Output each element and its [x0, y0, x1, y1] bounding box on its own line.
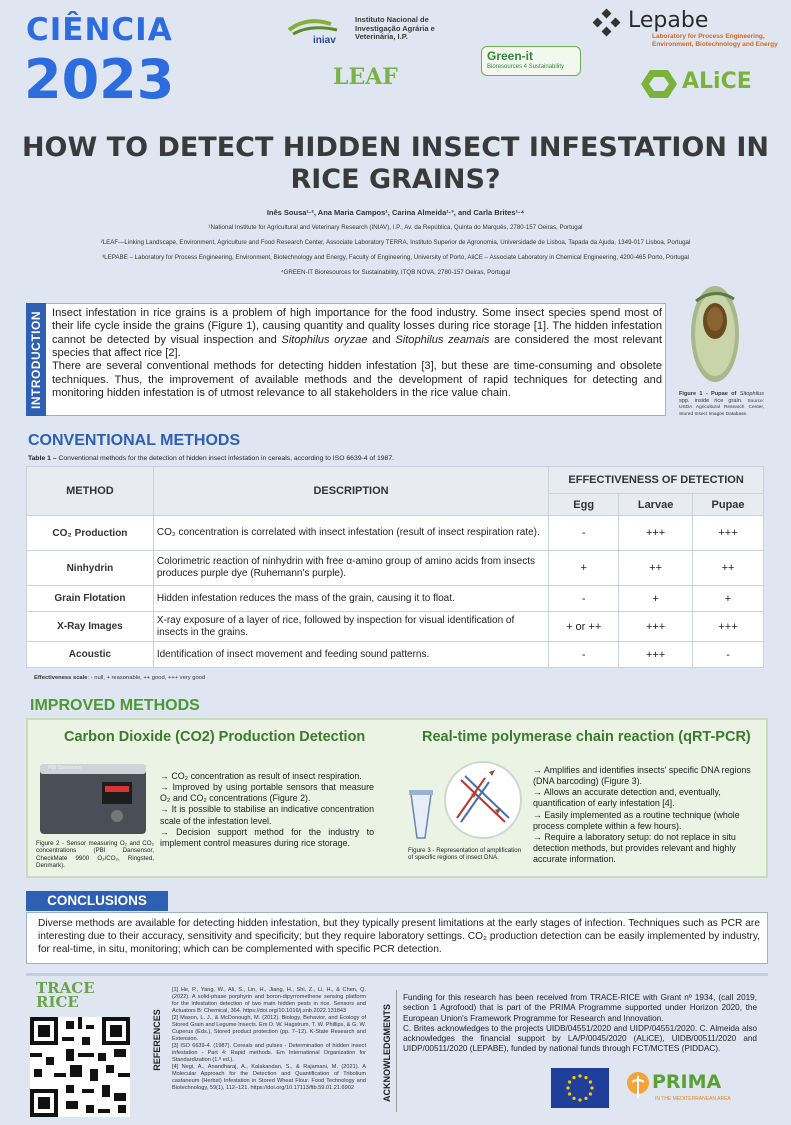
prima-logo: PRIMA: [652, 1071, 722, 1093]
poster-title: HOW TO DETECT HIDDEN INSECT INFESTATION IN RICE GRAINS?: [21, 132, 770, 196]
footer-divider: [26, 973, 768, 976]
description-cell: X-ray exposure of a layer of rice, followed by inspection for visual identification of insects in the grains.: [153, 612, 548, 642]
list-item: → Amplifies and identifies insects' specific DNA regions (DNA barcoding) (Figure 3).: [533, 765, 751, 787]
egg-cell: -: [549, 516, 619, 551]
list-item: → Allows an accurate detection and, eventually, quantification of early infestation [4].: [533, 787, 721, 809]
egg-cell: -: [549, 586, 619, 612]
larvae-cell: ++: [619, 551, 693, 586]
acknowledgments-paragraph: C. Brites acknowledges to the projects UIDB/04551/2020 and UIDP/04551/2020. C. Almeida also acknowledges the financial support by LA/P/0045/2020 (ALiCE), UIDB/00511/2020 and UIDP/00511/2020 (LEPABE), funded by national funds through FCT/MCTES (PIDDAC).: [403, 1023, 757, 1054]
conclusions-text: Diverse methods are available for detecting hidden infestation, but they typically present limitations at the early stages of infection. Techniques such as PCR are interesting due to their accuracy, sensitivity and specificity; but they require laboratory settings. CO₂ production detection can be easily implemented by industry, for real-time, in situ, monitoring; which can be complemented with specific PCR detection.: [38, 918, 760, 955]
figure-3-caption: Figure 3 - Representation of amplification of specific regions of insect DNA.: [408, 847, 522, 862]
pupae-cell: -: [693, 642, 764, 668]
green-it-logo-subtitle: Bioresources 4 Sustainability: [487, 64, 565, 70]
table-row: [27, 551, 764, 586]
pupae-cell: ++: [693, 551, 764, 586]
pupae-cell: +++: [693, 516, 764, 551]
affiliation-3: ³LEPABE – Laboratory for Process Engineering, Environment, Biotechnology and Energy, Faculty of Engineering, University of Porto, AliCE – Associate Laboratory in Chemical Engineering, 4200-465 Porto, Portugal: [102, 254, 689, 261]
table-caption: Table 1 – Conventional methods for the detection of hidden insect infestation in cereals, according to ISO 6639-4 of 1987.: [28, 455, 395, 462]
dna-amplification-illustration: [405, 760, 525, 850]
qr-code-icon: [29, 1017, 131, 1117]
eu-flag-icon: [551, 1068, 609, 1108]
references-label: REFERENCES: [152, 1009, 162, 1071]
introduction-label: INTRODUCTION: [26, 303, 46, 416]
pcr-points-list: [533, 765, 758, 865]
lepabe-logo-name: Lepabe: [628, 8, 709, 33]
egg-cell: +: [549, 551, 619, 586]
improved-methods-heading: IMPROVED METHODS: [30, 697, 200, 714]
introduction-text: Insect infestation in rice grains is a problem of high importance for the food industry. Some insect species spend most of their life cycle inside the grains (Figure 1), causing quantity and quality losses during rice storage [1]. The hidden infestation cannot be detected by visual inspection and Sitophilus oryzae and Sitophilus zeamais are considered the most relevant species that affect rice [2]. There are several conventional methods for detecting hidden infestation [3], but these are time-consuming and obsolete techniques. Thus, the improvement of available methods and the development of rapid techniques for detecting and monitoring hidden infestation is of utmost relevance to all stakeholders in the rice value chain.: [52, 307, 662, 399]
reference-item: [2] Mason, L. J., & McDonough, M. (2012). Biology, Behavior, and Ecology of Stored Grain and Legume Insects. Em D. W. Hagstrum, T. W. Phillips, & G. W. Cuperus (Eds.), Stored product protection (pp. 7–12). K-State Research and Extension.: [172, 1014, 366, 1042]
pupae-cell: +++: [693, 612, 764, 642]
iniav-logo-icon: [287, 14, 351, 44]
conventional-methods-heading: CONVENTIONAL METHODS: [28, 432, 241, 449]
leaf-logo: LEAF: [333, 64, 398, 90]
figure-2-caption: Figure 2 - Sensor measuring O₂ and CO₂ concentrations (PBI Dansensor, CheckMate 9900 O₂/CO₂, Ringsted, Denmark).: [36, 840, 154, 870]
table-row: [27, 516, 764, 551]
event-name: CIÊNCIA: [26, 12, 173, 48]
trace-rice-logo: TRACE RICE: [36, 979, 95, 1012]
egg-cell: + or ++: [549, 612, 619, 642]
iniav-logo-text: Instituto Nacional de Investigação Agrária e Veterinária, I.P.: [355, 15, 435, 42]
column-header-description: DESCRIPTION: [153, 467, 548, 516]
method-cell: Acoustic: [27, 642, 154, 668]
method-cell: CO₂ Production: [27, 516, 154, 551]
affiliation-4: ⁴GREEN-IT Bioresources for Sustainability, ITQB NOVA, 2780-157 Oeiras, Portugal: [280, 269, 511, 276]
co2-points-list: [160, 771, 374, 849]
column-header-effectiveness: EFFECTIVENESS OF DETECTION: [549, 467, 764, 494]
green-it-logo-title: Green-it: [487, 49, 534, 63]
lepabe-logo-subtitle: Laboratory for Process Engineering, Environment, Biotechnology and Energy: [652, 33, 778, 48]
co2-section-title: Carbon Dioxide (CO2) Production Detection: [64, 729, 366, 745]
larvae-cell: +++: [619, 642, 693, 668]
references-list: [172, 987, 366, 1092]
reference-item: [1] He, P., Yang, W., Ali, S., Lin, H., Jiang, H., Shi, Z., Li, H., & Chen, Q. (2022). A solid-phase porphyrin and boron-dipyrromethene sensing platform for the infestation detection of two main hidden pests in rice. Sensors and Actuators B: Chemical, 364. https://doi.org/10.1016/j.snb.2022.131843: [172, 987, 366, 1014]
method-cell: X-Ray Images: [27, 612, 154, 642]
acknowledgments-paragraph: Funding for this research has been received from TRACE-RICE with Grant nº 1934, (call 2019, section 1 Agrofood) that is part of the PRIMA Programme supported under Horizon 2020, the European Union's Framework Programme for Research and Innovation.: [403, 993, 757, 1023]
reference-item: [4] Negi, A., Anandharaj, A., Kalakandan, S., & Rajamani, M. (2021). A Molecular Approach for the Detection and Quantification of Tribolium castaneum (Herbst) Infestation in Stored Wheat Flour. Food Technology and Biotechnology, 59(1), 112–121. https://doi.org/10.17113/ftb.59.01.21.6902: [172, 1063, 366, 1091]
larvae-cell: +++: [619, 612, 693, 642]
column-header-method: METHOD: [27, 467, 154, 516]
conventional-methods-table: [26, 466, 764, 668]
lepabe-logo-icon: [590, 8, 624, 42]
list-item: → Easily implemented as a routine technique (whole process complete within a few hours).: [533, 809, 740, 831]
list-item: → Require a laboratory setup: do not replace in situ detection methods, but provides relevant and highly accurate information.: [533, 831, 736, 864]
affiliation-1: ¹National Institute for Agricultural and Veterinary Research (INIAV), I.P., Av. da República, Quinta do Marquês, 2780-157 Oeiras, Portugal: [208, 224, 583, 231]
table-row: [27, 642, 764, 668]
rice-grain-pupa-image: [686, 281, 744, 387]
egg-cell: -: [549, 642, 619, 668]
figure-1-caption: Figure 1 - Pupae of Sitophilus spp. inside rice grain. Source: USDA Agricultural Research Center, Stored Insect Images Database.: [679, 391, 764, 418]
list-item: → CO₂ concentration as result of insect respiration.: [160, 771, 362, 781]
acknowledgments-divider: [396, 990, 397, 1112]
column-header-larvae: Larvae: [619, 494, 693, 516]
alice-logo-icon: [640, 68, 678, 100]
table-row: [27, 586, 764, 612]
method-cell: Grain Flotation: [27, 586, 154, 612]
description-cell: Hidden infestation reduces the mass of the grain, causing it to float.: [153, 586, 548, 612]
effectiveness-scale-note: Effectiveness scale: - null, + reasonable, ++ good, +++ very good: [34, 675, 206, 681]
prima-logo-subtitle: IN THE MEDITERRANEAN AREA: [655, 1096, 731, 1102]
conclusions-heading: CONCLUSIONS: [26, 891, 168, 911]
list-item: → Decision support method for the industry to implement control measures during rice storage.: [160, 826, 374, 848]
affiliation-2: ²LEAF—Linking Landscape, Environment, Agriculture and Food Research Center, Associate Laboratory TERRA, Instituto Superior de Agronomia, Universidade de Lisboa, Tapada da Ajuda, 1349-017 Lisboa, Portugal: [100, 239, 691, 246]
alice-logo: ALiCE: [682, 69, 752, 94]
svg-text:iniav: iniav: [313, 35, 336, 44]
larvae-cell: +: [619, 586, 693, 612]
co2-sensor-device-image: [38, 760, 148, 838]
column-header-egg: Egg: [549, 494, 619, 516]
prima-logo-icon: [625, 1070, 651, 1104]
description-cell: Identification of insect movement and feeding sound patterns.: [153, 642, 548, 668]
column-header-pupae: Pupae: [693, 494, 764, 516]
acknowledgments-text: [403, 993, 757, 1055]
event-year: 2023: [24, 48, 175, 111]
reference-item: [3] ISO 6639-4. (1987). Cereals and pulses - Determination of hidden insect infestation - Part 4: Rapid methods. Em International Organization for Standardization (1.ª ed.).: [172, 1042, 366, 1063]
device-brand-label: PBI Dansensor: [48, 765, 82, 771]
list-item: → Improved by using portable sensors that measure O₂ and CO₂ concentrations (Figure 2).: [160, 782, 374, 804]
list-item: → It is possible to stabilise an indicative concentration scale of the infestation level.: [160, 804, 374, 826]
table-row: [27, 612, 764, 642]
method-cell: Ninhydrin: [27, 551, 154, 586]
acknowledgments-label: ACKNOWLEDGMENTS: [382, 1003, 392, 1102]
description-cell: CO₂ concentration is correlated with insect infestation (result of insect respiration rate).: [153, 516, 548, 551]
authors: Inês Sousa¹·², Ana Maria Campos¹, Carina Almeida¹·³, and Carla Brites¹·⁴: [266, 208, 525, 217]
pupae-cell: +: [693, 586, 764, 612]
description-cell: Colorimetric reaction of ninhydrin with free α-amino group of amino acids from insects produces purple dye (Ruhemann's purple).: [153, 551, 548, 586]
pcr-section-title: Real-time polymerase chain reaction (qRT-PCR): [422, 729, 751, 745]
larvae-cell: +++: [619, 516, 693, 551]
